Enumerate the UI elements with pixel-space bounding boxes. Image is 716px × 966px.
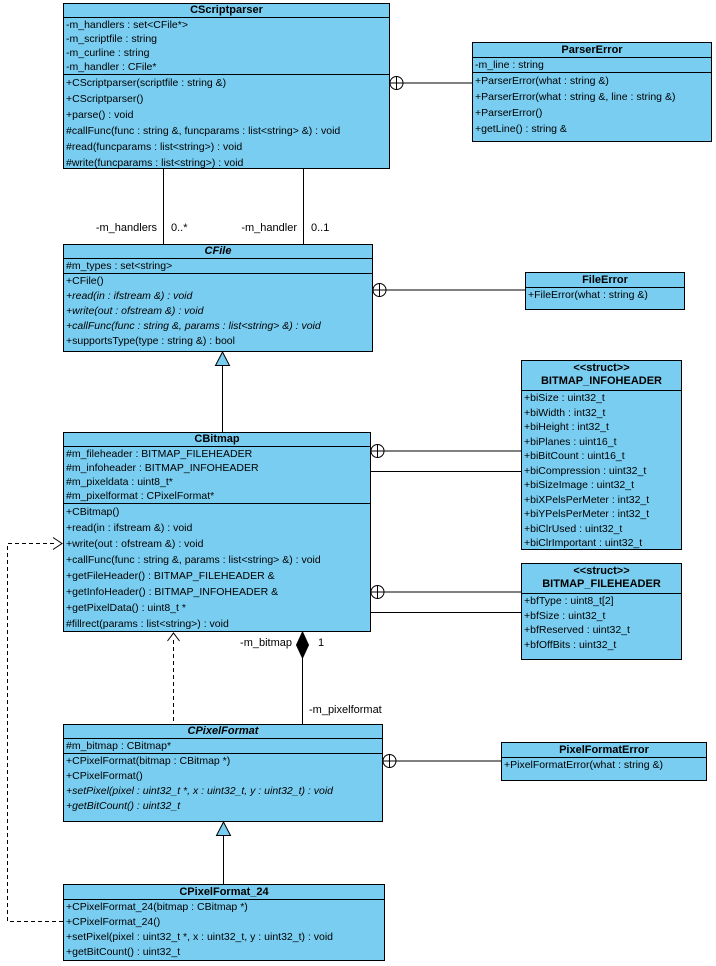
class-title: PixelFormatError	[502, 743, 706, 758]
containment-cpixelformat-pixelformaterror	[383, 755, 501, 768]
attribute-row: +biCompression : uint32_t	[524, 464, 647, 477]
attribute-row: -m_scriptfile : string	[66, 33, 158, 45]
method-row: +callFunc(func : string &, params : list<string> &) : void	[66, 554, 321, 566]
struct-box-bitmap-fileheader	[521, 563, 682, 660]
attribute-row: #m_types : set<string>	[66, 260, 173, 272]
method-row: +getInfoHeader() : BITMAP_INFOHEADER &	[66, 586, 279, 598]
class-title	[522, 361, 681, 391]
method-row: +parse() : void	[66, 109, 134, 121]
attributes-compartment	[522, 391, 681, 550]
composition-cbitmap-cpixelformat	[297, 632, 309, 724]
role-label-m-pixelformat: -m_pixelformat	[309, 704, 382, 716]
attribute-row: +biWidth : int32_t	[524, 406, 606, 419]
role-label-m-handlers: -m_handlers	[95, 222, 157, 234]
class-box-cpixelformat	[63, 724, 383, 822]
attribute-row: +biPlanes : uint16_t	[524, 435, 617, 448]
multiplicity-m-handler: 0..1	[311, 222, 330, 234]
methods-compartment	[64, 274, 372, 349]
multiplicity-m-handlers: 0..*	[171, 222, 188, 234]
struct-name: BITMAP_FILEHEADER	[542, 578, 661, 590]
method-row: #callFunc(func : string &, funcparams : list<string> &) : void	[66, 125, 341, 137]
attribute-row: #m_pixelformat : CPixelFormat*	[66, 490, 215, 502]
attribute-row: -m_handler : CFile*	[66, 61, 157, 73]
class-box-cscriptparser	[63, 3, 390, 169]
method-row: +getBitCount() : uint32_t	[66, 946, 181, 958]
containment-cscriptparser-parsererror	[390, 77, 472, 90]
method-row: +getFileHeader() : BITMAP_FILEHEADER &	[66, 570, 275, 582]
attribute-row: +biSizeImage : uint32_t	[524, 479, 635, 491]
dependency-cpixelformat-cbitmap	[168, 633, 180, 724]
method-row: +read(in : ifstream &) : void	[66, 522, 193, 534]
method-row: +write(out : ofstream &) : void	[66, 305, 204, 317]
method-row: +CPixelFormat(bitmap : CBitmap *)	[66, 755, 231, 767]
method-row: +CScriptparser()	[66, 93, 144, 105]
attribute-row: +biXPelsPerMeter : int32_t	[524, 493, 650, 506]
multiplicity-m-bitmap: 1	[318, 637, 325, 649]
stereotype-label: <<struct>>	[573, 362, 630, 374]
method-row: +PixelFormatError(what : string &)	[504, 759, 663, 771]
attribute-row: +bfType : uint8_t[2]	[524, 595, 614, 607]
methods-compartment	[64, 900, 384, 960]
method-row: +ParserError(what : string &, line : string &)	[475, 91, 676, 103]
class-box-cbitmap	[63, 432, 371, 632]
attribute-row: +biClrImportant : uint32_t	[524, 537, 643, 549]
class-title: CBitmap	[64, 433, 370, 447]
method-row: +setPixel(pixel : uint32_t *, x : uint32_t, y : uint32_t) : void	[66, 785, 334, 797]
method-row: +CPixelFormat()	[66, 770, 143, 782]
attribute-row: #m_fileheader : BITMAP_FILEHEADER	[66, 448, 253, 460]
methods-compartment	[502, 758, 706, 773]
attribute-row: +bfOffBits : uint32_t	[524, 638, 617, 651]
attributes-compartment	[64, 259, 372, 274]
class-box-pixelformaterror	[501, 742, 707, 781]
method-row: #read(funcparams : list<string>) : void	[66, 141, 243, 153]
method-row: +getLine() : string &	[475, 123, 567, 135]
method-row: +CPixelFormat_24(bitmap : CBitmap *)	[66, 901, 248, 913]
attribute-row: -m_curline : string	[66, 47, 150, 59]
generalization-cpixelformat24-cpixelformat	[217, 822, 231, 884]
attribute-row: +biHeight : int32_t	[524, 421, 609, 433]
method-row: +FileError(what : string &)	[528, 289, 648, 301]
attribute-row: +biClrUsed : uint32_t	[524, 522, 623, 535]
class-box-fileerror	[525, 272, 685, 310]
class-title: CScriptparser	[64, 4, 389, 18]
method-row: +CScriptparser(scriptfile : string &)	[66, 77, 227, 89]
class-title: ParserError	[473, 43, 711, 58]
class-box-cfile	[63, 244, 373, 352]
attribute-row: +bfSize : uint32_t	[524, 609, 606, 622]
method-row: +ParserError(what : string &)	[475, 75, 609, 87]
struct-box-bitmap-infoheader	[521, 360, 682, 550]
attribute-row: #m_bitmap : CBitmap*	[66, 740, 172, 752]
method-row: +CPixelFormat_24()	[66, 916, 161, 928]
methods-compartment	[64, 504, 370, 632]
method-row: +setPixel(pixel : uint32_t *, x : uint32_t, y : uint32_t) : void	[66, 931, 334, 943]
method-row: +callFunc(func : string &, params : list<string> &) : void	[66, 320, 321, 332]
methods-compartment	[64, 75, 389, 169]
containment-cfile-fileerror	[373, 284, 525, 297]
method-row: +CBitmap()	[66, 506, 120, 518]
attribute-row: #m_infoheader : BITMAP_INFOHEADER	[66, 462, 259, 474]
class-title	[522, 564, 681, 594]
class-title: CPixelFormat	[64, 725, 382, 739]
attribute-row: +biYPelsPerMeter : int32_t	[524, 508, 650, 520]
attributes-compartment	[64, 739, 382, 754]
class-title: CPixelFormat_24	[64, 885, 384, 900]
attributes-compartment	[64, 447, 370, 504]
class-box-parsererror	[472, 42, 712, 142]
method-row: #write(funcparams : list<string>) : void	[66, 157, 244, 169]
attributes-compartment	[473, 58, 711, 73]
methods-compartment	[473, 73, 711, 137]
containment-cbitmap-infoheader	[371, 445, 521, 458]
method-row: +getPixelData() : uint8_t *	[66, 602, 186, 614]
role-label-m-handler: -m_handler	[241, 222, 297, 234]
class-title: CFile	[64, 245, 372, 259]
attribute-row: -m_line : string	[475, 59, 544, 71]
method-row: +CFile()	[66, 275, 104, 287]
class-title: FileError	[526, 273, 684, 288]
dependency-cpixelformat24-cbitmap	[8, 538, 64, 922]
generalization-cbitmap-cfile	[216, 352, 230, 432]
method-row: +supportsType(type : string &) : bool	[66, 335, 235, 347]
method-row: +write(out : ofstream &) : void	[66, 538, 204, 550]
attributes-compartment	[64, 18, 389, 75]
class-box-cpixelformat24	[63, 884, 385, 961]
method-row: +getBitCount() : uint32_t	[66, 800, 181, 812]
method-row: +ParserError()	[475, 107, 543, 119]
attributes-compartment	[522, 594, 681, 652]
stereotype-label: <<struct>>	[573, 565, 630, 577]
containment-cbitmap-fileheader	[371, 586, 521, 599]
attribute-row: -m_handlers : set<CFile*>	[66, 19, 188, 31]
method-row: +read(in : ifstream &) : void	[66, 290, 193, 302]
attribute-row: +biBitCount : uint16_t	[524, 450, 625, 462]
methods-compartment	[526, 288, 684, 303]
method-row: #fillrect(params : list<string>) : void	[66, 618, 229, 630]
attribute-row: +biSize : uint32_t	[524, 392, 605, 404]
methods-compartment	[64, 754, 382, 814]
attribute-row: #m_pixeldata : uint8_t*	[66, 476, 173, 488]
struct-name: BITMAP_INFOHEADER	[540, 375, 662, 387]
attribute-row: +bfReserved : uint32_t	[524, 624, 630, 636]
role-label-m-bitmap: -m_bitmap	[240, 637, 292, 649]
